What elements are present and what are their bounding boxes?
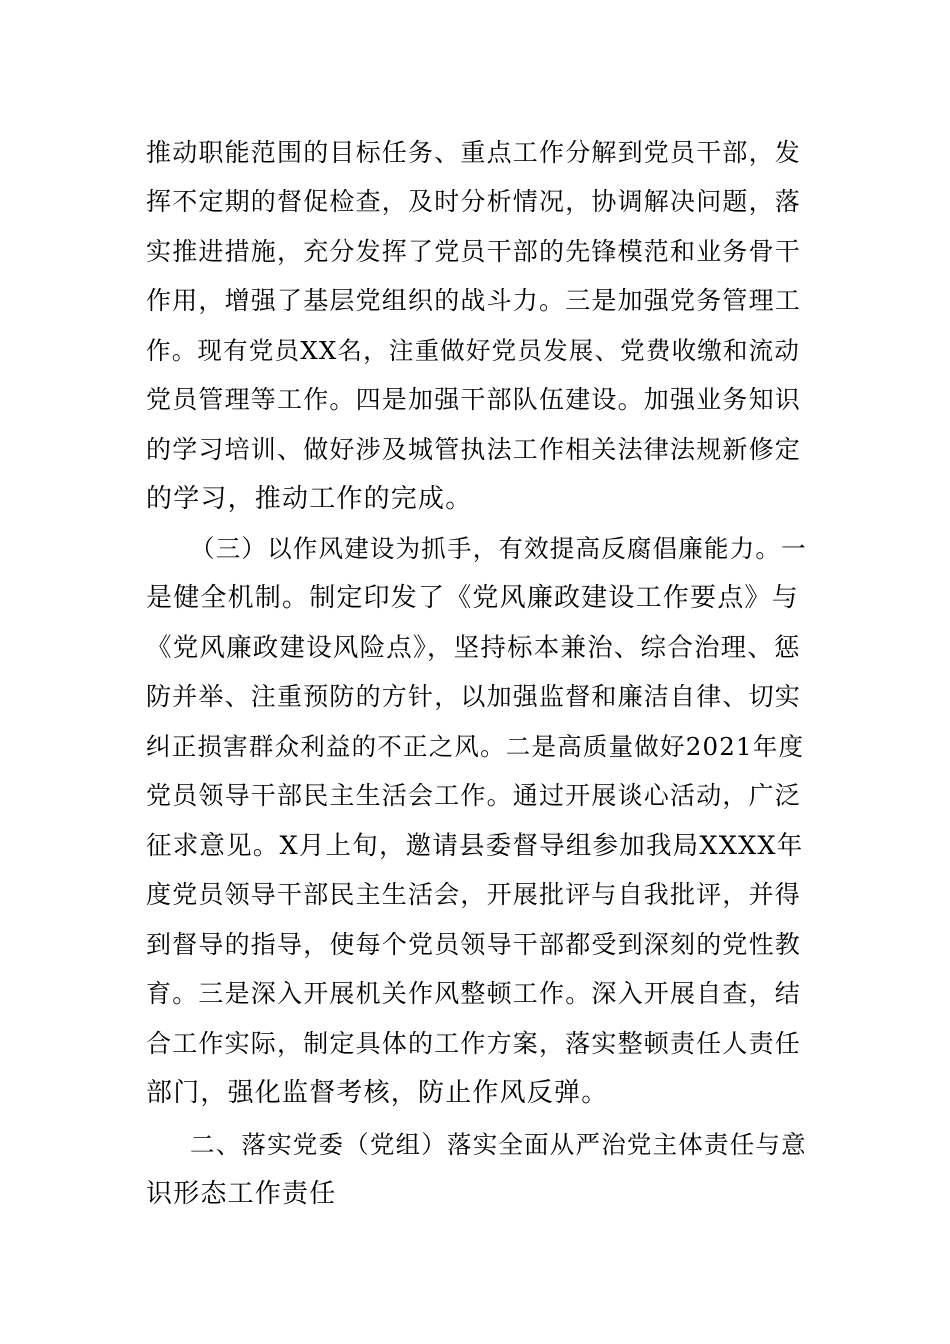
text-line: 挥不定期的督促检查，及时分析情况，协调解决问题，落 (146, 187, 802, 216)
text-line: 党员领导干部民主生活会工作。通过开展谈心活动，广泛 (146, 781, 802, 810)
text-line: 是健全机制。制定印发了《党风廉政建设工作要点》与 (146, 583, 799, 613)
text-line: 防并举、注重预防的方针，以加强监督和廉洁自律、切实 (146, 682, 802, 711)
text-line: 实推进措施，充分发挥了党员干部的先锋模范和业务骨干 (146, 237, 802, 266)
text-line: 作。现有党员XX名，注重做好党员发展、党费收缴和流动 (146, 336, 801, 365)
text-line: 育。三是深入开展机关作风整顿工作。深入开展自查，结 (146, 979, 802, 1008)
section-heading-line: 二、落实党委（党组）落实全面从严治党主体责任与意 (190, 1130, 807, 1159)
text-line: 合工作实际，制定具体的工作方案，落实整顿责任人责任 (146, 1029, 802, 1058)
text-line: 的学习，推动工作的完成。 (146, 484, 473, 514)
text-line: 到督导的指导，使每个党员领导干部都受到深刻的党性教 (146, 930, 802, 959)
text-line: 征求意见。X月上旬，邀请县委督导组参加我局XXXX年 (146, 831, 804, 861)
text-line: 《党风廉政建设风险点》，坚持标本兼治、综合治理、惩 (146, 633, 801, 663)
section-heading-line: 识形态工作责任 (146, 1179, 337, 1209)
text-line: 作用，增强了基层党组织的战斗力。三是加强党务管理工 (146, 286, 802, 315)
section-heading-line: （三）以作风建设为抓手，有效提高反腐倡廉能力。一 (190, 534, 807, 563)
text-line: 部门，强化监督考核，防止作风反弹。 (146, 1078, 609, 1108)
text-line: 推动职能范围的目标任务、重点工作分解到党员干部，发 (146, 138, 802, 167)
text-line: 纠正损害群众利益的不正之风。二是高质量做好2021年度 (146, 732, 805, 761)
text-line: 党员管理等工作。四是加强干部队伍建设。加强业务知识 (146, 385, 802, 414)
text-line: 度党员领导干部民主生活会，开展批评与自我批评，并得 (146, 880, 802, 909)
text-line: 的学习培训、做好涉及城管执法工作相关法律法规新修定 (146, 435, 802, 464)
